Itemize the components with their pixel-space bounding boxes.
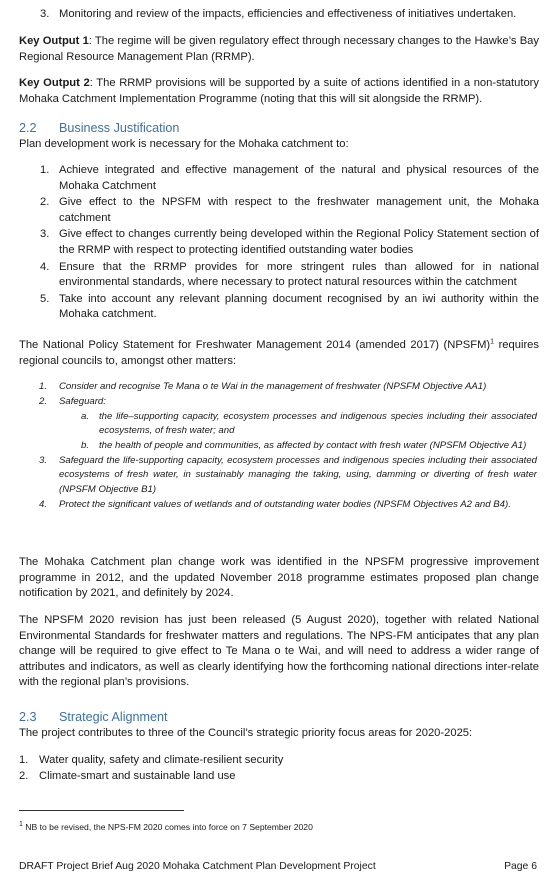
list-item-text: Climate-smart and sustainable land use bbox=[39, 769, 236, 782]
footnote-divider bbox=[19, 810, 184, 811]
quote-subitem bbox=[19, 439, 537, 453]
quote-text: Safeguard: bbox=[59, 396, 106, 408]
quote-item bbox=[19, 454, 537, 497]
list-number: 2. bbox=[19, 769, 29, 782]
list-number: 3. bbox=[40, 8, 50, 20]
page-footer-title: DRAFT Project Brief Aug 2020 Mohaka Catchment Plan Development Project bbox=[19, 861, 376, 872]
quote-number: 2. bbox=[39, 396, 48, 408]
list-item bbox=[19, 163, 539, 194]
list-item bbox=[19, 260, 539, 291]
quote-number: 4. bbox=[39, 499, 48, 511]
section-title: Strategic Alignment bbox=[59, 710, 168, 724]
quote-number: 1. bbox=[39, 381, 48, 392]
list-item bbox=[19, 227, 539, 258]
list-item-text: Ensure that the RRMP provides for more stringent rules than allowed for in national environmental standards, where necessary to protect natural resources within the catchment bbox=[59, 260, 539, 289]
section-number: 2.3 bbox=[19, 710, 37, 724]
quote-item bbox=[19, 395, 537, 453]
list-item-text: Take into account any relevant planning document recognised by an iwi authority within the Mohaka catchment. bbox=[59, 292, 539, 321]
list-item bbox=[19, 292, 539, 323]
npsfm-2020-paragraph: The NPSFM 2020 revision has just been released (5 August 2020), together with related National Environmental Standards for freshwater matters and regulations. The NPS-FM anticipates that any plan change will be required to give effect to Te Mana o te Wai, and will need to address a wider range of attributes and indicators, as well as clearly identifying how the forthcoming national directions inter-relate with the regional plan’s provisions. bbox=[19, 614, 539, 689]
quote-item bbox=[19, 498, 537, 512]
section-heading-2-2 bbox=[19, 120, 179, 136]
npsfm-text-cont: requires regional councils to, amongst other matters: bbox=[19, 339, 539, 367]
quote-subtext: the health of people and communities, as affected by contact with fresh water (NPSFM Objective A1) bbox=[99, 439, 527, 451]
list-item-text: Give effect to changes currently being developed within the Regional Policy Statement section of the RRMP with respect to protecting identified outstanding water bodies bbox=[59, 228, 539, 256]
list-number: 3. bbox=[40, 228, 50, 241]
footnote-reference[interactable]: 1 bbox=[490, 338, 495, 346]
footnote bbox=[19, 820, 313, 836]
quote-subitem bbox=[19, 410, 537, 439]
strategic-alignment-lead: The project contributes to three of the Council’s strategic priority focus areas for 2020-2025: bbox=[19, 727, 473, 739]
progress-paragraph: The Mohaka Catchment plan change work was identified in the NPSFM progressive improvement programme in 2012, and the updated November 2018 programme estimates proposed plan change notification by 2021, and definitely by 2024. bbox=[19, 556, 539, 600]
key-output-1-label: Key Output 1 bbox=[19, 35, 89, 47]
npsfm-text: The National Policy Statement for Freshwater Management 2014 (amended 2017) (NPSFM) bbox=[19, 339, 491, 351]
section-heading-2-3 bbox=[19, 709, 168, 725]
list-item-text: Monitoring and review of the impacts, efficiencies and effectiveness of initiatives undertaken. bbox=[59, 8, 517, 20]
npsfm-quoted-objectives bbox=[19, 380, 537, 514]
page-number: Page 6 bbox=[504, 861, 537, 872]
key-output-2-paragraph bbox=[19, 76, 539, 107]
quote-item bbox=[19, 380, 537, 394]
business-justification-list bbox=[19, 163, 539, 324]
quote-text: Consider and recognise Te Mana o te Wai in the management of freshwater (NPSFM Objective AA1) bbox=[59, 381, 487, 392]
list-item-text: Water quality, safety and climate-resilient security bbox=[39, 754, 284, 766]
list-number: 1. bbox=[19, 754, 29, 766]
npsfm-paragraph bbox=[19, 338, 539, 369]
quote-sublist bbox=[59, 410, 537, 453]
list-item bbox=[19, 769, 539, 785]
key-output-2-text: : The RRMP provisions will be supported by a suite of actions identified in a non-statutory Mohaka Catchment Implementation Programme (noting that this will sit alongside the RRMP). bbox=[19, 77, 539, 105]
quote-text: Safeguard the life-supporting capacity, ecosystem processes and indigenous species including their associated ecosystems of fresh water, in sustainably managing the taking, using, damming or diverting of fresh water (NPSFM Objective B1) bbox=[59, 455, 537, 495]
quote-subtext: the life–supporting capacity, ecosystem processes and indigenous species including their associated ecosystems, of fresh water; and bbox=[99, 410, 537, 437]
footnote-text: NB to be revised, the NPS-FM 2020 comes into force on 7 September 2020 bbox=[22, 822, 313, 832]
list-number: 2. bbox=[40, 196, 50, 209]
list-number: 1. bbox=[40, 164, 50, 176]
section-title: Business Justification bbox=[59, 121, 180, 135]
section-number: 2.2 bbox=[19, 121, 37, 135]
list-item bbox=[19, 195, 539, 226]
quote-text: Protect the significant values of wetlands and of outstanding water bodies (NPSFM Objectives A2 and B4). bbox=[59, 499, 511, 511]
key-output-2-label: Key Output 2 bbox=[19, 77, 90, 89]
list-item-text: Give effect to the NPSFM with respect to the freshwater management unit, the Mohaka catchment bbox=[59, 196, 539, 224]
strategic-priority-list bbox=[19, 753, 539, 784]
key-output-1-text: : The regime will be given regulatory effect through necessary changes to the Hawke’s Bay Regional Resource Management Plan (RRMP). bbox=[19, 35, 539, 63]
quote-subletter: a. bbox=[81, 410, 90, 422]
list-item-text: Achieve integrated and effective management of the natural and physical resources of the Mohaka Catchment bbox=[59, 164, 539, 192]
list-number: 4. bbox=[40, 260, 50, 273]
business-justification-lead: Plan development work is necessary for the Mohaka catchment to: bbox=[19, 138, 349, 150]
key-output-1-paragraph bbox=[19, 34, 539, 65]
footnote-marker: 1 bbox=[19, 821, 23, 829]
quote-number: 3. bbox=[39, 455, 48, 467]
list-item bbox=[19, 753, 539, 769]
list-item bbox=[19, 7, 539, 23]
list-number: 5. bbox=[40, 292, 50, 305]
quote-subletter: b. bbox=[81, 439, 90, 451]
objectives-list-continued bbox=[19, 7, 539, 24]
